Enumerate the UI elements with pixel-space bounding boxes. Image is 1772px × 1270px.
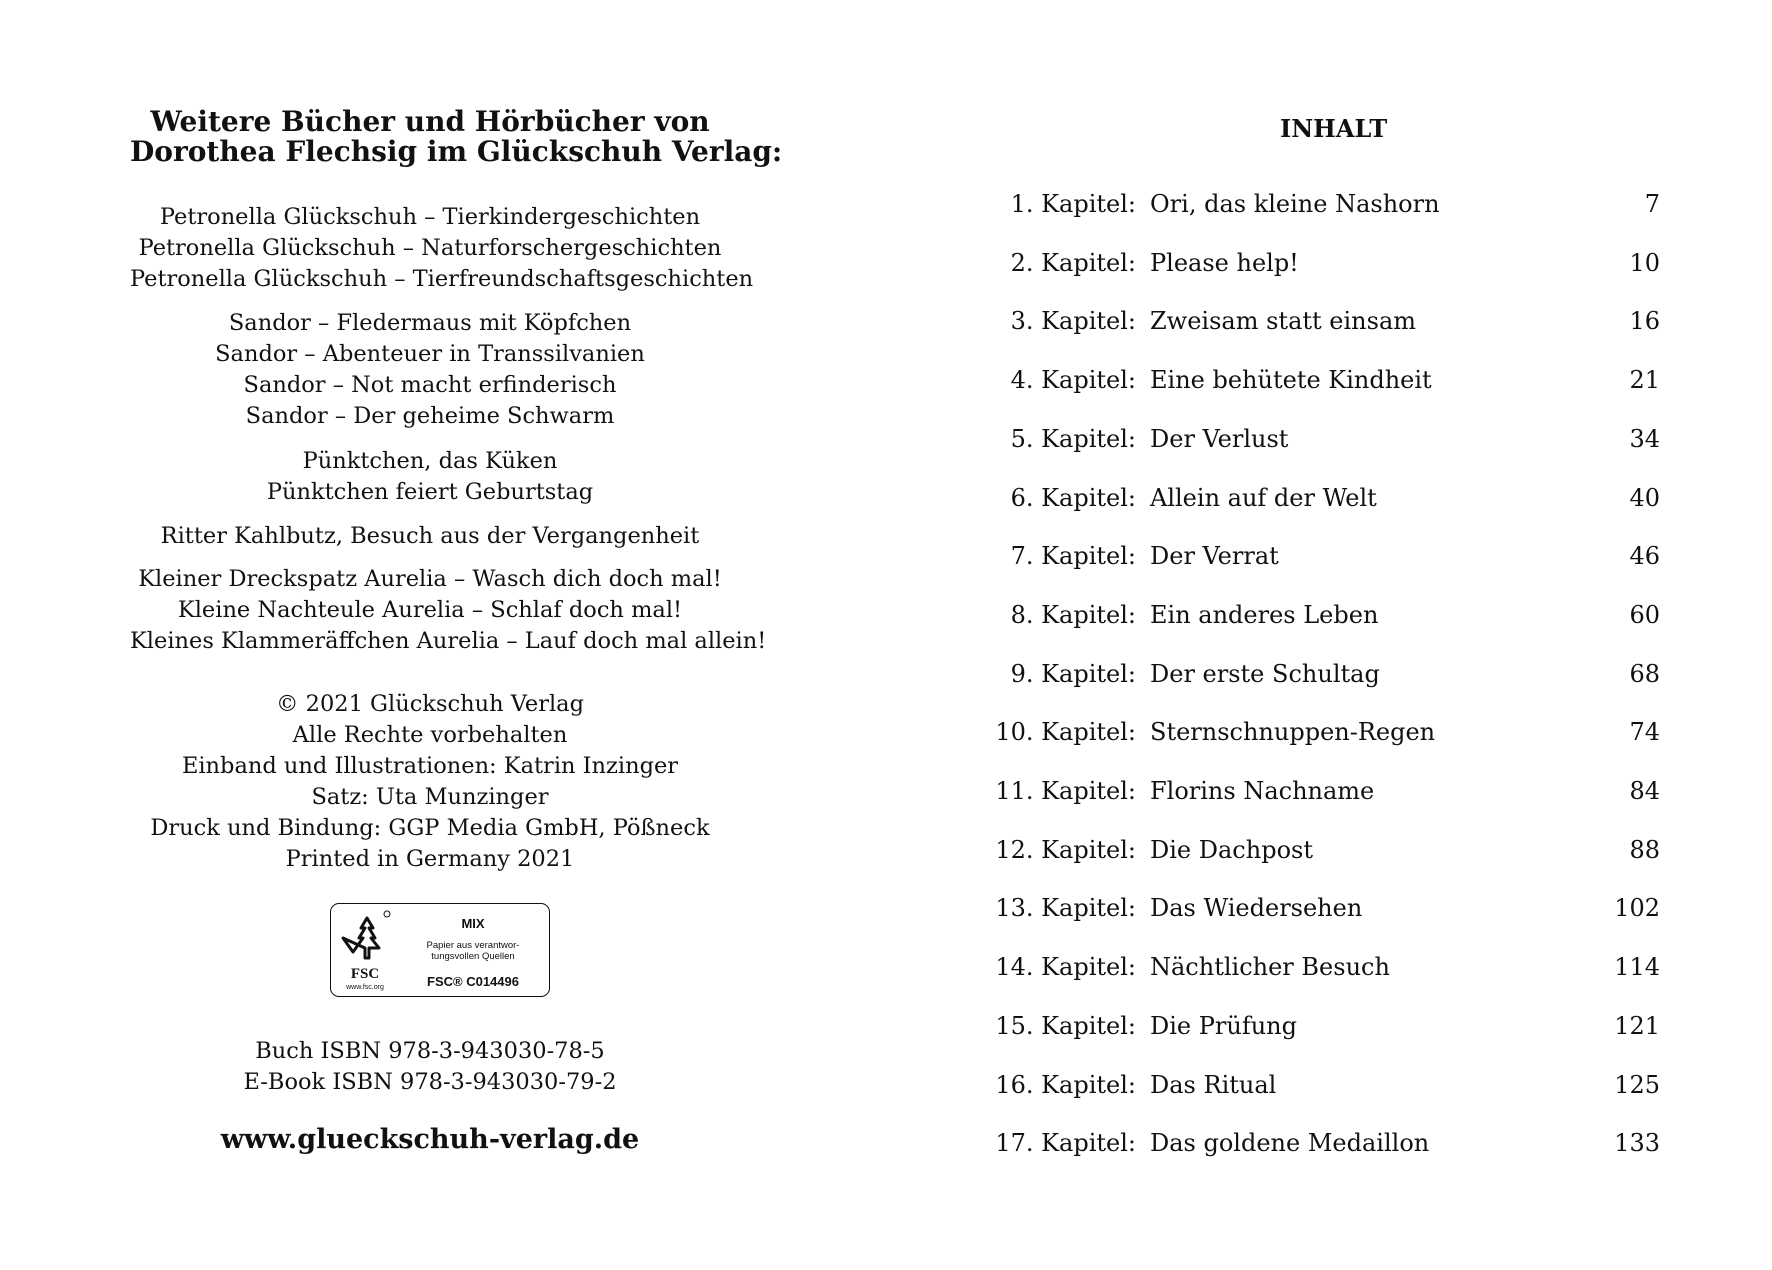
toc-chapter-number: 9. Kapitel: [1010,659,1136,688]
toc-page-number: 7 [1644,190,1660,218]
toc-chapter-title: Der Verrat [1150,542,1279,571]
toc-chapter-title: Ori, das kleine Nashorn [1150,190,1440,218]
toc-page-number: 10 [1629,248,1660,277]
book-title: Sandor – Not macht erfinderisch [243,372,617,398]
toc-page-number: 125 [1614,1070,1660,1099]
toc-entry [980,947,1660,987]
toc-chapter-number: 11. Kapitel: [995,777,1136,805]
toc-chapter-number: 4. Kapitel: [1010,366,1136,395]
toc-page-number: 21 [1629,366,1660,395]
toc-page-number: 121 [1614,1011,1660,1040]
toc-page-number: 84 [1629,777,1660,805]
heading-line: Weitere Bücher und Hörbücher von [150,105,710,138]
toc-chapter-title: Nächtlicher Besuch [1150,953,1390,982]
toc-chapter-number: 8. Kapitel: [1010,600,1136,629]
book-group-ritter [130,521,730,552]
book-title: Ritter Kahlbutz, Besuch aus der Vergangenheit [160,523,700,549]
book-title: Sandor – Der geheime Schwarm [245,403,615,429]
toc-page-number: 16 [1629,307,1660,336]
toc-entry [980,830,1660,870]
toc-chapter-number: 1. Kapitel: [1010,190,1136,218]
toc-chapter-title: Die Prüfung [1150,1011,1297,1040]
toc-chapter-title: Ein anderes Leben [1150,600,1379,629]
toc-chapter-title: Please help! [1150,248,1299,277]
toc-entry [980,712,1660,752]
toc-chapter-number: 13. Kapitel: [995,894,1136,923]
imprint-line: © 2021 Glückschuh Verlag [275,691,584,717]
toc-chapter-title: Der erste Schultag [1150,659,1380,688]
book-title: Kleines Klammeräffchen Aurelia – Lauf doch mal allein! [130,628,767,654]
fsc-description-line: Papier aus verantwor- [426,940,520,951]
book-group-petronella [130,202,754,295]
toc-page-number: 114 [1614,953,1660,982]
publisher-website: www.glueckschuh-verlag.de [220,1124,640,1155]
book-title: Sandor – Fledermaus mit Köpfchen [228,310,632,336]
imprint [130,689,730,875]
toc-chapter-number: 6. Kapitel: [1010,483,1136,512]
toc-chapter-number: 16. Kapitel: [995,1070,1136,1099]
book-group-puenktchen [130,446,730,508]
toc-chapter-title: Allein auf der Welt [1150,483,1377,512]
toc-chapter-title: Florins Nachname [1150,777,1375,805]
toc-title: INHALT [1280,114,1388,143]
toc-entry [980,301,1660,341]
toc-page-number: 34 [1629,424,1660,453]
book-title: Kleine Nachteule Aurelia – Schlaf doch mal! [177,597,683,623]
toc-chapter-number: 10. Kapitel: [995,718,1136,747]
book-title: Petronella Glückschuh – Tierfreundschaftsgeschichten [130,266,754,292]
toc-chapter-title: Eine behütete Kindheit [1150,366,1432,395]
imprint-line: Druck und Bindung: GGP Media GmbH, Pößneck [150,815,710,841]
book-title: Pünktchen, das Küken [302,448,558,474]
toc-chapter-title: Sternschnuppen-Regen [1150,718,1436,747]
toc-page-number: 88 [1629,835,1660,864]
fsc-label [330,903,550,997]
fsc-description [405,940,541,962]
book-title: Petronella Glückschuh – Naturforschergeschichten [138,235,722,261]
toc-entry [980,1065,1660,1105]
imprint-line: Satz: Uta Munzinger [311,784,549,810]
book-title: Pünktchen feiert Geburtstag [266,479,594,505]
toc-chapter-number: 15. Kapitel: [995,1011,1136,1040]
other-books-heading [130,105,783,168]
fsc-code: FSC® C014496 [427,974,519,989]
toc-chapter-number: 3. Kapitel: [1010,307,1136,336]
toc-entry [980,595,1660,635]
toc-entry [980,184,1660,224]
toc-page-number: 40 [1629,483,1660,512]
imprint-line: Alle Rechte vorbehalten [292,722,568,748]
toc-chapter-number: 2. Kapitel: [1010,248,1136,277]
toc-chapter-title: Das goldene Medaillon [1150,1129,1430,1158]
toc-page-number: 68 [1629,659,1660,688]
toc-page-number: 60 [1629,600,1660,629]
toc-chapter-number: 7. Kapitel: [1010,542,1136,571]
toc-page-number: 102 [1614,894,1660,923]
fsc-tree-checkmark-icon [339,908,393,968]
book-group-sandor [130,308,730,432]
toc-entry [980,243,1660,283]
toc-chapter-number: 14. Kapitel: [995,953,1136,982]
book-title: Petronella Glückschuh – Tierkindergeschichten [159,204,701,230]
isbn-line: Buch ISBN 978-3-943030-78-5 [255,1038,605,1064]
book-title: Sandor – Abenteuer in Transsilvanien [215,341,645,367]
book-title: Kleiner Dreckspatz Aurelia – Wasch dich doch mal! [138,566,722,592]
toc-entry [980,1123,1660,1163]
fsc-mix: MIX [461,916,485,931]
imprint-line: Einband und Illustrationen: Katrin Inzinger [181,753,679,779]
imprint-line: Printed in Germany 2021 [285,846,575,872]
toc-entry [980,536,1660,576]
toc-chapter-title: Der Verlust [1150,424,1289,453]
isbn-line: E-Book ISBN 978-3-943030-79-2 [243,1069,617,1095]
toc-entry [980,654,1660,694]
toc-chapter-number: 12. Kapitel: [995,835,1136,864]
toc-page-number: 46 [1629,542,1660,571]
toc-page-number: 133 [1614,1129,1660,1158]
toc-entry [980,771,1660,811]
toc-entry [980,1006,1660,1046]
fsc-description-line: tungsvollen Quellen [431,951,515,962]
toc-entry [980,888,1660,928]
toc-entry [980,419,1660,459]
toc-page-number: 74 [1629,718,1660,747]
toc-chapter-number: 5. Kapitel: [1010,424,1136,453]
toc-chapter-title: Die Dachpost [1150,835,1313,864]
toc-entry [980,478,1660,518]
toc-chapter-title: Das Wiedersehen [1150,894,1363,923]
toc-chapter-title: Das Ritual [1150,1070,1277,1099]
toc-chapter-number: 17. Kapitel: [995,1129,1136,1158]
book-group-aurelia [130,564,767,657]
isbn-block [130,1036,730,1098]
toc-entry [980,360,1660,400]
heading-line: Dorothea Flechsig im Glückschuh Verlag: [130,135,783,168]
fsc-url: www.fsc.org [346,984,384,991]
toc-chapter-title: Zweisam statt einsam [1150,307,1417,336]
fsc-logo-text: FSC [350,966,380,982]
